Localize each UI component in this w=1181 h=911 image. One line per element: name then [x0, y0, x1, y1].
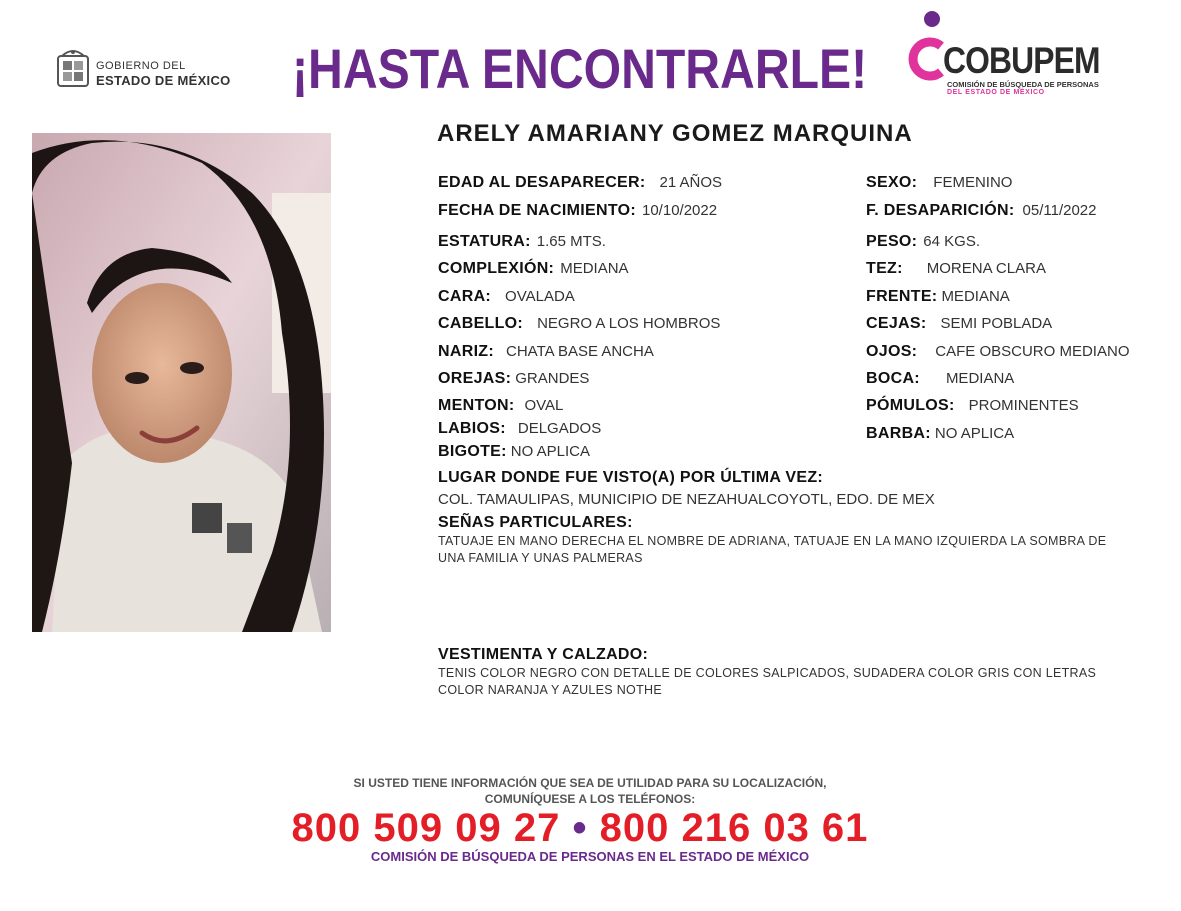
last-seen-title: LUGAR DONDE FUE VISTO(A) POR ÚLTIMA VEZ: — [438, 469, 824, 486]
field-label: BARBA: — [866, 425, 931, 442]
field-bigote — [438, 443, 590, 461]
field-fecha-nacimiento — [438, 202, 717, 220]
clothing-title: VESTIMENTA Y CALZADO: — [438, 646, 649, 663]
gobierno-line2: ESTADO DE MÉXICO — [96, 73, 231, 88]
field-tez — [866, 260, 1046, 278]
footer-info-line1: SI USTED TIENE INFORMACIÓN QUE SEA DE UTILIDAD PARA SU LOCALIZACIÓN, — [353, 776, 827, 790]
field-label: F. DESAPARICIÓN: — [866, 202, 1015, 219]
field-ojos — [866, 343, 1129, 361]
field-value: MORENA CLARA — [926, 260, 1046, 277]
field-label: NARIZ: — [438, 343, 495, 360]
field-sexo — [866, 174, 1012, 192]
field-value: NO APLICA — [510, 443, 590, 460]
field-value: CHATA BASE ANCHA — [506, 343, 654, 360]
marks-line2: UNA FAMILIA Y UNAS PALMERAS — [438, 551, 643, 565]
field-value: NEGRO A LOS HOMBROS — [537, 315, 721, 332]
field-label: ESTATURA: — [438, 233, 531, 250]
field-label: CEJAS: — [866, 315, 927, 332]
phone-2[interactable]: 800 216 03 61 — [599, 806, 869, 850]
field-value: 05/11/2022 — [1022, 202, 1097, 219]
field-value: 1.65 MTS. — [536, 233, 606, 250]
field-label: BOCA: — [866, 370, 920, 387]
field-menton — [438, 397, 563, 415]
marks-text — [438, 533, 1158, 567]
footer-info — [290, 775, 890, 807]
field-value: CAFE OBSCURO MEDIANO — [935, 343, 1130, 360]
field-value: SEMI POBLADA — [940, 315, 1053, 332]
gobierno-line1: GOBIERNO DEL — [96, 60, 186, 72]
field-label: PÓMULOS: — [866, 397, 955, 414]
field-label: CARA: — [438, 288, 492, 305]
field-frente — [866, 288, 1010, 306]
phone-separator: • — [572, 806, 588, 850]
field-value: OVALADA — [505, 288, 575, 305]
field-value: MEDIANA — [560, 260, 629, 277]
field-peso — [866, 233, 980, 251]
field-value: NO APLICA — [934, 425, 1015, 442]
field-fecha-desaparicion — [866, 202, 1096, 220]
field-label: EDAD AL DESAPARECER: — [438, 174, 646, 191]
footer-info-line2: COMUNÍQUESE A LOS TELÉFONOS: — [484, 792, 696, 806]
field-value: DELGADOS — [517, 420, 602, 437]
marks-line1: TATUAJE EN MANO DERECHA EL NOMBRE DE ADRIANA, TATUAJE EN LA MANO IZQUIERDA LA SOMBRA DE — [438, 534, 1107, 548]
cobupem-sub1: COMISIÓN DE BÚSQUEDA DE PERSONAS — [947, 80, 1099, 89]
field-label: FRENTE: — [866, 288, 938, 305]
field-value: 21 AÑOS — [659, 174, 723, 191]
field-value: GRANDES — [515, 370, 590, 387]
field-nariz — [438, 343, 654, 361]
page-title: ¡HASTA ENCONTRARLE! — [292, 37, 868, 100]
field-value: FEMENINO — [933, 174, 1013, 191]
person-photo — [32, 133, 331, 632]
field-cabello — [438, 315, 720, 333]
field-value: MEDIANA — [941, 288, 1010, 305]
cobupem-word: COBUPEM — [943, 40, 1100, 81]
field-label: TEZ: — [866, 260, 903, 277]
field-label: MENTON: — [438, 397, 515, 414]
coat-of-arms-icon — [56, 46, 90, 88]
field-label: COMPLEXIÓN: — [438, 260, 555, 277]
field-barba — [866, 425, 1014, 443]
field-value: PROMINENTES — [968, 397, 1079, 414]
field-estatura — [438, 233, 606, 251]
field-label: OREJAS: — [438, 370, 512, 387]
field-labios — [438, 420, 601, 438]
gobierno-logo — [56, 46, 236, 92]
field-value: MEDIANA — [945, 370, 1015, 387]
field-cejas — [866, 315, 1052, 333]
field-label: BIGOTE: — [438, 443, 507, 460]
clothing-text — [438, 665, 1158, 699]
field-label: FECHA DE NACIMIENTO: — [438, 202, 636, 219]
field-value: 10/10/2022 — [642, 202, 718, 219]
phone-1[interactable]: 800 509 09 27 — [291, 806, 561, 850]
field-boca — [866, 370, 1014, 388]
cobupem-sub2: DEL ESTADO DE MÉXICO — [947, 89, 1045, 96]
cobupem-person-icon — [903, 10, 947, 90]
clothing-line2: COLOR NARANJA Y AZULES NOTHE — [438, 683, 662, 697]
last-seen-text: COL. TAMAULIPAS, MUNICIPIO DE NEZAHUALCOYOTL, EDO. DE MEX — [438, 491, 935, 508]
marks-title: SEÑAS PARTICULARES: — [438, 514, 633, 531]
field-pomulos — [866, 397, 1079, 415]
field-complexion — [438, 260, 629, 278]
field-label: OJOS: — [866, 343, 918, 360]
field-edad — [438, 174, 722, 192]
phone-numbers — [180, 806, 980, 851]
field-label: PESO: — [866, 233, 918, 250]
field-orejas — [438, 370, 589, 388]
field-label: LABIOS: — [438, 420, 506, 437]
field-label: SEXO: — [866, 174, 918, 191]
field-value: OVAL — [524, 397, 564, 414]
field-cara — [438, 288, 575, 306]
field-label: CABELLO: — [438, 315, 524, 332]
cobupem-logo — [903, 10, 1103, 100]
field-value: 64 KGS. — [923, 233, 980, 250]
person-name: ARELY AMARIANY GOMEZ MARQUINA — [437, 120, 913, 147]
footer-org: COMISIÓN DE BÚSQUEDA DE PERSONAS EN EL ESTADO DE MÉXICO — [370, 849, 810, 864]
clothing-line1: TENIS COLOR NEGRO CON DETALLE DE COLORES SALPICADOS, SUDADERA COLOR GRIS CON LETRAS — [438, 666, 1097, 680]
